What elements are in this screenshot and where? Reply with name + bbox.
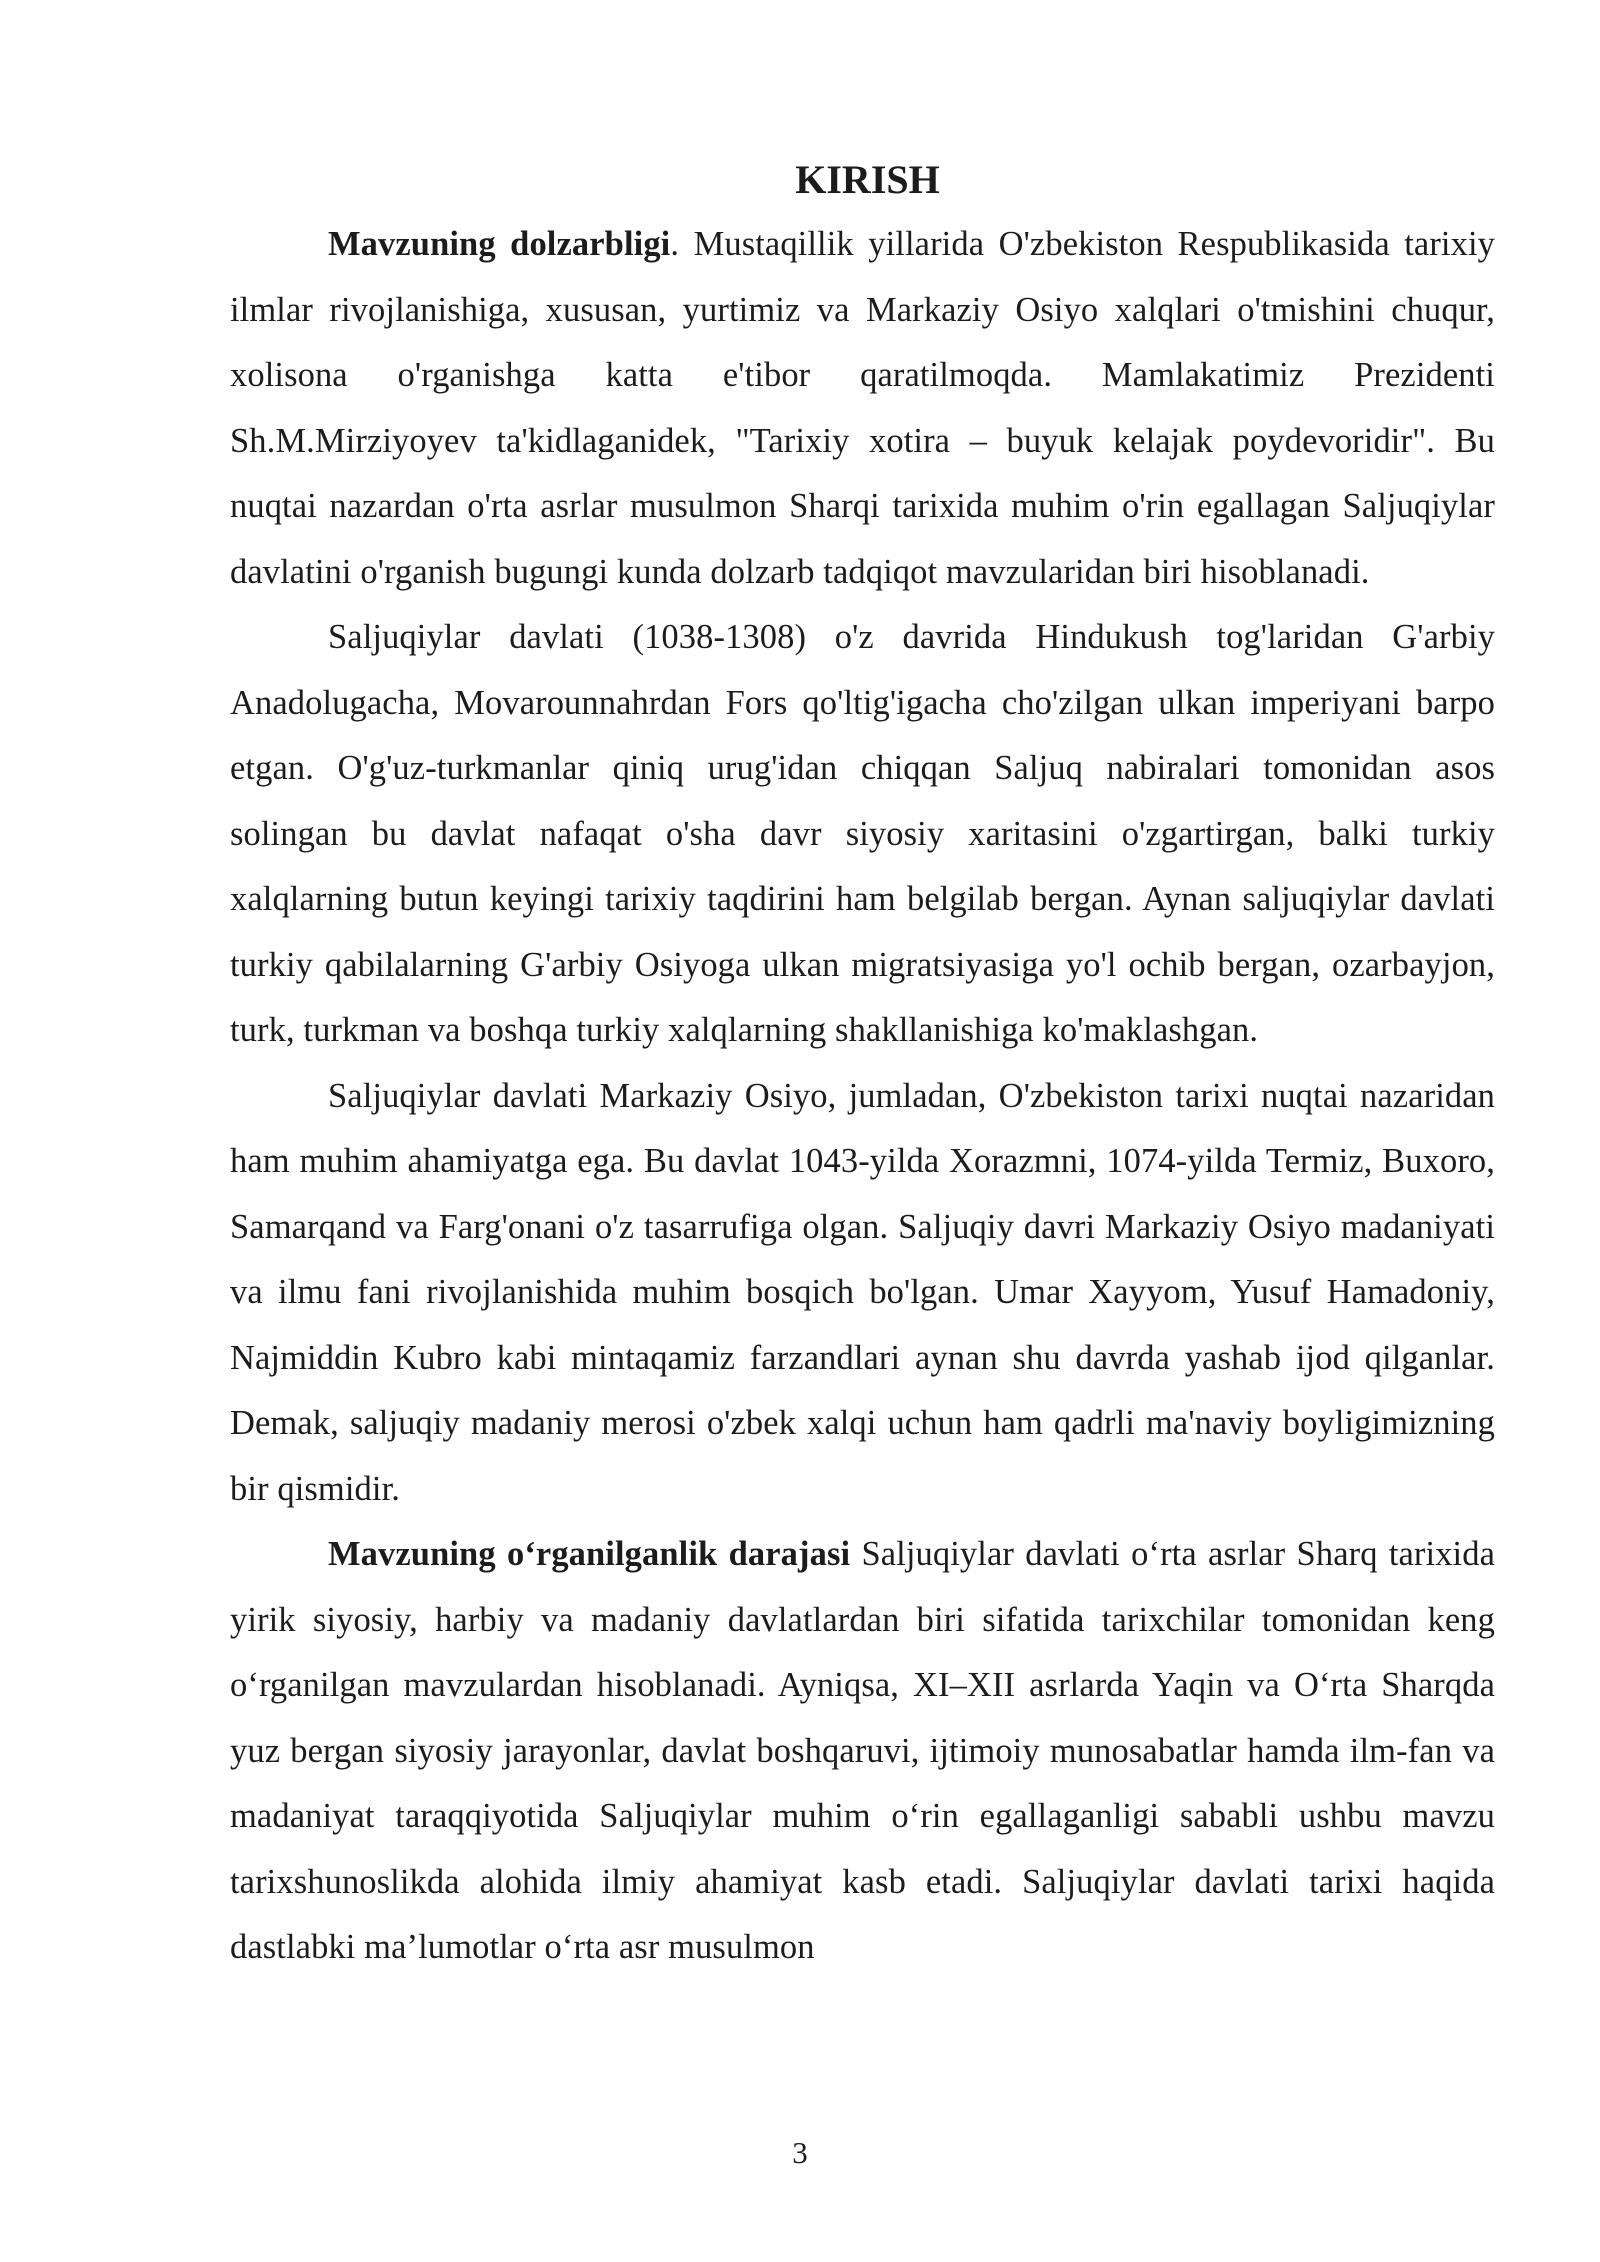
section-title: KIRISH <box>795 157 940 202</box>
paragraph-text: Saljuqiylar davlati Markaziy Osiyo, jumladan, O'zbekiston tarixi nuqtai nazaridan ham muhim ahamiyatga ega. Bu davlat 1043-yilda Xorazmni, 1074-yilda Termiz, Buxoro, Samarqand va Farg'onani o'z tasarrufiga olgan. Saljuqiy davri Markaziy Osiyo madaniyati va ilmu fani rivojlanishida muhim bosqich bo'lgan. Umar Xayyom, Yusuf Hamadoniy, Najmiddin Kubro kabi mintaqamiz farzandlari aynan shu davrda yashab ijod qilganlar. Demak, saljuqiy madaniy merosi o'zbek xalqi uchun ham qadrli ma'naviy boyligimizning bir qismidir. <box>230 1076 1495 1508</box>
paragraph-saljuqiy-state <box>230 605 1495 1064</box>
paragraph-text: Saljuqiylar davlati (1038-1308) o'z davrida Hindukush tog'laridan G'arbiy Anadolugacha, Movarounnahrdan Fors qo'ltig'igacha cho'zilgan ulkan imperiyani barpo etgan. O'g'uz-turkmanlar qiniq urug'idan chiqqan Saljuq nabiralari tomonidan asos solingan bu davlat nafaqat o'sha davr siyosiy xaritasini o'zgartirgan, balki turkiy xalqlarning butun keyingi tarixiy taqdirini ham belgilab bergan. Aynan saljuqiylar davlati turkiy qabilalarning G'arbiy Osiyoga ulkan migratsiyasiga yo'l ochib bergan, ozarbayjon, turk, turkman va boshqa turkiy xalqlarning shakllanishiga ko'maklashgan. <box>230 618 1495 1049</box>
document-page <box>230 150 1495 1981</box>
paragraph-lead: Mavzuning dolzarbligi <box>328 225 671 263</box>
paragraph-lead: Mavzuning oʻrganilganlik darajasi <box>328 1535 851 1573</box>
paragraph-study-level <box>230 1522 1495 1981</box>
paragraph-text: . Mustaqillik yillarida O'zbekiston Respublikasida tarixiy ilmlar rivojlanishiga, xususan, yurtimiz va Markaziy Osiyo xalqlari o'tmishini chuqur, xolisona o'rganishga katta e'tibor qaratilmoqda. Mamlakatimiz Prezidenti Sh.M.Mirziyoyev ta'kidlaganidek, "Tarixiy xotira – buyuk kelajak poydevoridir". Bu nuqtai nazardan o'rta asrlar musulmon Sharqi tarixida muhim o'rin egallagan Saljuqiylar davlatini o'rganish bugungi kunda dolzarb tadqiqot mavzularidan biri hisoblanadi. <box>230 225 1495 591</box>
paragraph-central-asia <box>230 1064 1495 1523</box>
paragraph-relevance <box>230 212 1495 605</box>
page-number: 3 <box>792 2135 808 2170</box>
paragraph-text: Saljuqiylar davlati oʻrta asrlar Sharq tarixida yirik siyosiy, harbiy va madaniy davlatlardan biri sifatida tarixchilar tomonidan keng oʻrganilgan mavzulardan hisoblanadi. Ayniqsa, XI–XII asrlarda Yaqin va Oʻrta Sharqda yuz bergan siyosiy jarayonlar, davlat boshqaruvi, ijtimoiy munosabatlar hamda ilm-fan va madaniyat taraqqiyotida Saljuqiylar muhim oʻrin egallaganligi sababli ushbu mavzu tarixshunoslikda alohida ilmiy ahamiyat kasb etadi. Saljuqiylar davlati tarixi haqida dastlabki ma’lumotlar oʻrta asr musulmon <box>230 1535 1496 1966</box>
